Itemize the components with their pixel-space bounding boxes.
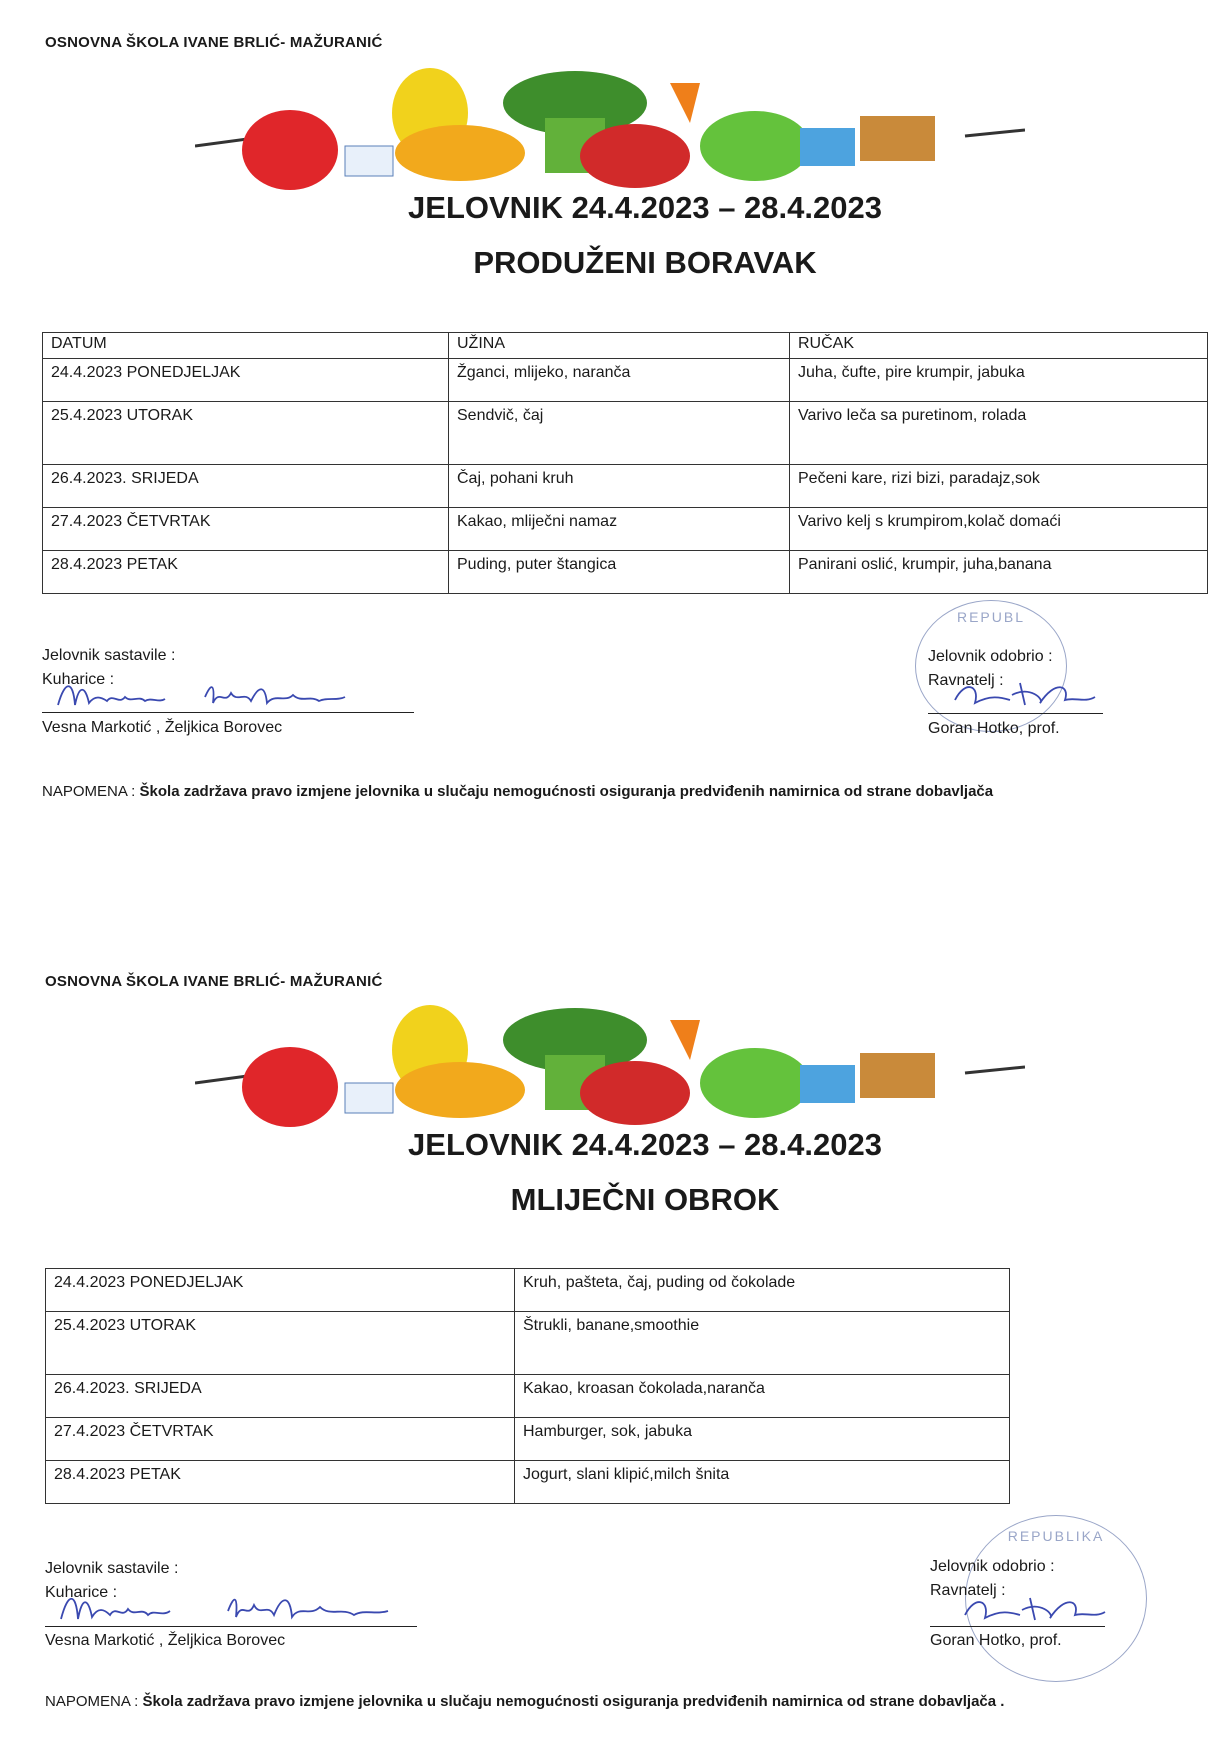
- menu-subtitle: MLIJEČNI OBROK: [510, 1182, 780, 1217]
- cooks-signature-line: [42, 712, 414, 713]
- note-label: NAPOMENA :: [45, 1693, 139, 1710]
- menu-table-boravak: [42, 332, 1208, 594]
- note-label: NAPOMENA :: [42, 783, 136, 800]
- menu-subtitle: PRODUŽENI BORAVAK: [473, 245, 817, 280]
- table-row: [46, 1312, 1010, 1375]
- cell-date: 25.4.2023 UTORAK: [43, 402, 449, 465]
- vegetables-illustration: [195, 68, 1025, 193]
- cooks-label: Kuharice :: [42, 671, 115, 688]
- table-row: [46, 1461, 1010, 1504]
- cell-snack: Žganci, mlijeko, naranča: [449, 359, 790, 402]
- cell-date: 28.4.2023 PETAK: [46, 1461, 515, 1504]
- cooks-signature: [58, 1587, 408, 1629]
- menu-title: JELOVNIK 24.4.2023 – 28.4.2023: [408, 1127, 882, 1162]
- school-name: OSNOVNA ŠKOLA IVANE BRLIĆ- MAŽURANIĆ: [45, 973, 383, 990]
- table-row: [43, 402, 1208, 465]
- cell-date: 26.4.2023. SRIJEDA: [46, 1375, 515, 1418]
- cell-meal: Kakao, kroasan čokolada,naranča: [515, 1375, 1010, 1418]
- approved-by-label: Jelovnik odobrio :: [930, 1558, 1055, 1575]
- principal-signature: [950, 675, 1100, 710]
- cooks-names: Vesna Markotić , Željkica Borovec: [42, 719, 283, 736]
- principal-signature-line: [930, 1626, 1105, 1627]
- note: [42, 783, 1212, 800]
- cell-meal: Jogurt, slani klipić,milch šnita: [515, 1461, 1010, 1504]
- cell-lunch: Panirani oslić, krumpir, juha,banana: [790, 551, 1208, 594]
- header-datum: DATUM: [43, 333, 449, 359]
- table-row: [43, 359, 1208, 402]
- principal-name: Goran Hotko, prof.: [930, 1632, 1062, 1649]
- cell-snack: Čaj, pohani kruh: [449, 465, 790, 508]
- principal-label: Ravnatelj :: [928, 672, 1004, 689]
- table-row: [46, 1269, 1010, 1312]
- cooks-label: Kuharice :: [45, 1584, 118, 1601]
- stamp-text: REPUBL: [956, 609, 1026, 625]
- note-text: Škola zadržava pravo izmjene jelovnika u slučaju nemogućnosti osiguranja predviđenih namirnica od strane dobavljača: [139, 783, 994, 800]
- stamp-text: REPUBLIKA: [1007, 1528, 1105, 1544]
- cell-snack: Puding, puter štangica: [449, 551, 790, 594]
- cooks-names: Vesna Markotić , Željkica Borovec: [45, 1632, 286, 1649]
- cell-lunch: Varivo kelj s krumpirom,kolač domaći: [790, 508, 1208, 551]
- note-text: Škola zadržava pravo izmjene jelovnika u slučaju nemogućnosti osiguranja predviđenih namirnica od strane dobavljača .: [142, 1693, 1005, 1710]
- approved-by-label: Jelovnik odobrio :: [928, 648, 1053, 665]
- note: [45, 1693, 1215, 1710]
- table-header-row: [43, 333, 1208, 359]
- cell-meal: Kruh, pašteta, čaj, puding od čokolade: [515, 1269, 1010, 1312]
- table-row: [43, 508, 1208, 551]
- principal-signature-line: [928, 713, 1103, 714]
- composed-by-label: Jelovnik sastavile :: [45, 1560, 179, 1577]
- menu-table-mlijecni: [45, 1268, 1010, 1504]
- header-uzina: UŽINA: [449, 333, 790, 359]
- school-name: OSNOVNA ŠKOLA IVANE BRLIĆ- MAŽURANIĆ: [45, 34, 383, 51]
- cell-lunch: Varivo leča sa puretinom, rolada: [790, 402, 1208, 465]
- cell-date: 24.4.2023 PONEDJELJAK: [43, 359, 449, 402]
- menu-title: JELOVNIK 24.4.2023 – 28.4.2023: [408, 190, 882, 225]
- table-row: [46, 1418, 1010, 1461]
- cell-date: 27.4.2023 ČETVRTAK: [43, 508, 449, 551]
- cell-snack: Sendvič, čaj: [449, 402, 790, 465]
- cell-meal: Štrukli, banane,smoothie: [515, 1312, 1010, 1375]
- cell-snack: Kakao, mliječni namaz: [449, 508, 790, 551]
- cell-date: 24.4.2023 PONEDJELJAK: [46, 1269, 515, 1312]
- cooks-signature-line: [45, 1626, 417, 1627]
- cooks-signature: [55, 675, 355, 715]
- principal-label: Ravnatelj :: [930, 1582, 1006, 1599]
- principal-signature: [960, 1590, 1110, 1625]
- table-row: [46, 1375, 1010, 1418]
- cell-date: 25.4.2023 UTORAK: [46, 1312, 515, 1375]
- vegetables-illustration: [195, 1005, 1025, 1130]
- cell-date: 27.4.2023 ČETVRTAK: [46, 1418, 515, 1461]
- composed-by-label: Jelovnik sastavile :: [42, 647, 176, 664]
- cell-lunch: Juha, čufte, pire krumpir, jabuka: [790, 359, 1208, 402]
- cell-date: 26.4.2023. SRIJEDA: [43, 465, 449, 508]
- principal-name: Goran Hotko, prof.: [928, 720, 1060, 737]
- table-row: [43, 551, 1208, 594]
- header-rucak: RUČAK: [790, 333, 1208, 359]
- cell-date: 28.4.2023 PETAK: [43, 551, 449, 594]
- table-row: [43, 465, 1208, 508]
- cell-lunch: Pečeni kare, rizi bizi, paradajz,sok: [790, 465, 1208, 508]
- cell-meal: Hamburger, sok, jabuka: [515, 1418, 1010, 1461]
